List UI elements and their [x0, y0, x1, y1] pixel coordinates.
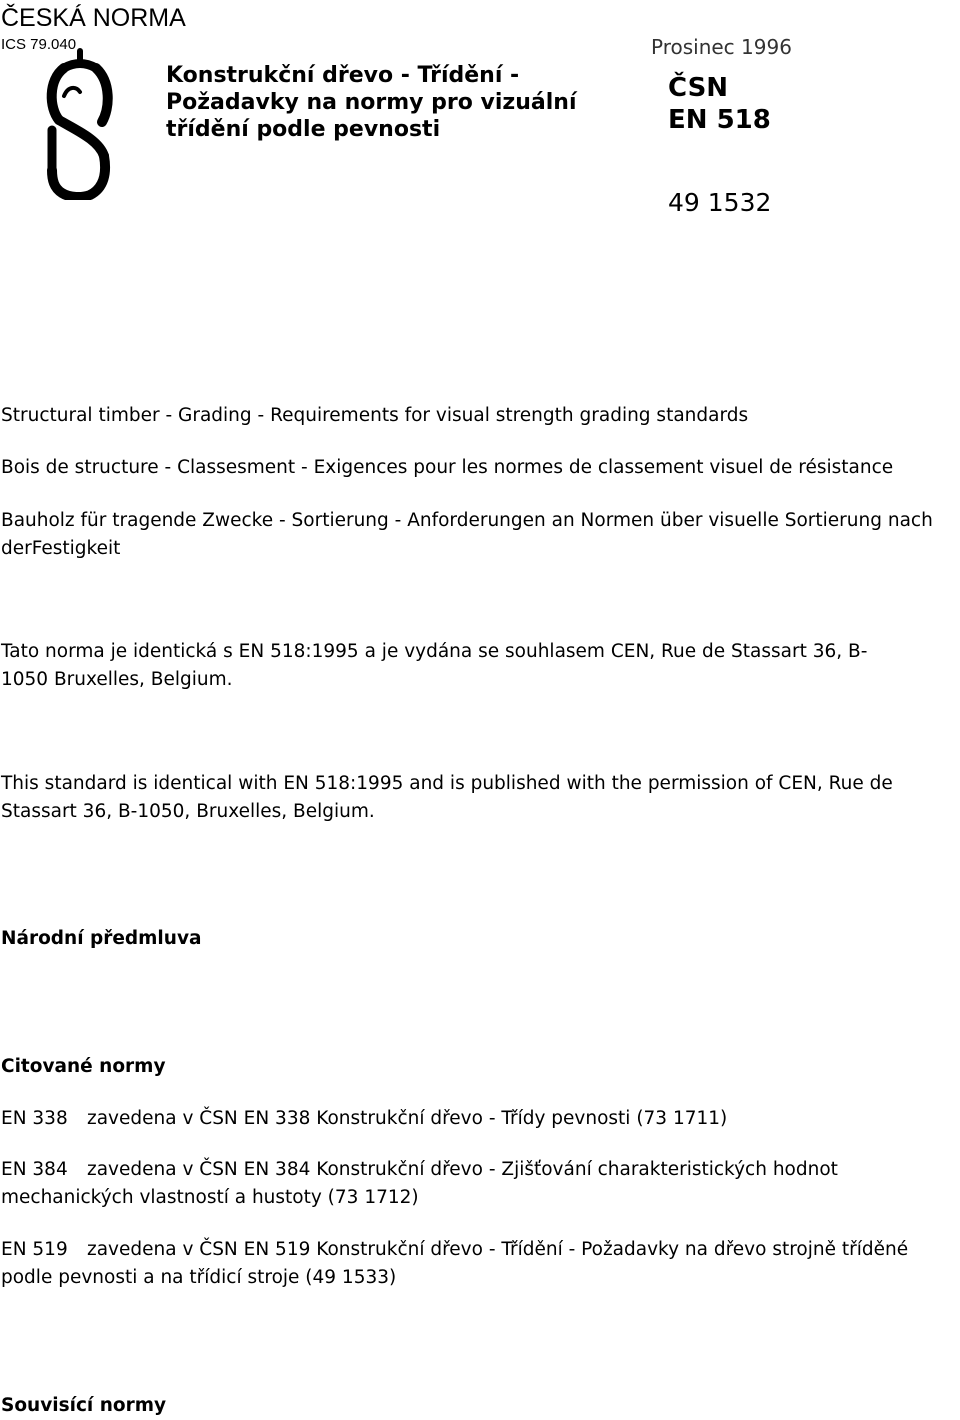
title-line: třídění podle pevnosti [166, 117, 441, 142]
section-heading-related-standards: Souvisící normy [1, 1395, 167, 1416]
section-heading-national-foreword: Národní předmluva [1, 928, 202, 949]
title-line: Konstrukční dřevo - Třídění - [166, 63, 520, 88]
statement-line: 1050 Bruxelles, Belgium. [1, 669, 233, 690]
standard-code: EN 384 [1, 1159, 68, 1180]
section-heading-cited-standards: Citované normy [1, 1056, 166, 1077]
standard-code: EN 338 [1, 1108, 68, 1129]
statement-line: Stassart 36, B-1050, Bruxelles, Belgium. [1, 801, 375, 822]
cited-text: zavedena v ČSN EN 338 Konstrukční dřevo - Třídy pevnosti (73 1711) [87, 1108, 728, 1129]
cited-line [1, 1156, 959, 1184]
designation-line: EN 518 [668, 105, 771, 135]
standard-code: EN 519 [1, 1239, 68, 1260]
cited-line [1, 1105, 959, 1133]
title-german [1, 507, 959, 563]
cited-standard-item [1, 1156, 959, 1212]
statement-line: This standard is identical with EN 518:1995 and is published with the permission of CEN, Rue de [1, 773, 893, 794]
cited-standard-item [1, 1236, 959, 1292]
cited-line [1, 1236, 959, 1264]
title-line: Požadavky na normy pro vizuální [166, 90, 577, 115]
cited-line: podle pevnosti a na třídicí stroje (49 1533) [1, 1267, 397, 1288]
cited-text: zavedena v ČSN EN 384 Konstrukční dřevo - Zjišťování charakteristických hodnot [87, 1159, 838, 1180]
standard-designation [668, 72, 771, 136]
cited-text: zavedena v ČSN EN 519 Konstrukční dřevo - Třídění - Požadavky na dřevo strojně tříděné [87, 1239, 909, 1260]
document-heading: ČESKÁ NORMA [1, 4, 186, 32]
cited-standard-item [1, 1105, 959, 1133]
publication-date: Prosinec 1996 [651, 35, 792, 59]
title-line: Bauholz für tragende Zwecke - Sortierung - Anforderungen an Normen über visuelle Sortierung nach [1, 510, 933, 531]
csn-logo-icon [44, 48, 116, 200]
title-english: Structural timber - Grading - Requirements for visual strength grading standards [1, 405, 749, 426]
ics-code: ICS 79.040 [1, 36, 77, 53]
cited-line: mechanických vlastností a hustoty (73 1712) [1, 1187, 419, 1208]
title-line: derFestigkeit [1, 538, 121, 559]
designation-line: ČSN [668, 73, 729, 103]
identity-statement-cz [1, 638, 959, 694]
document-title-cz [166, 62, 576, 143]
title-french: Bois de structure - Classesment - Exigences pour les normes de classement visuel de résistance [1, 457, 894, 478]
identity-statement-en [1, 770, 959, 826]
statement-line: Tato norma je identická s EN 518:1995 a je vydána se souhlasem CEN, Rue de Stassart 36, B- [1, 641, 868, 662]
classification-number: 49 1532 [668, 188, 772, 217]
